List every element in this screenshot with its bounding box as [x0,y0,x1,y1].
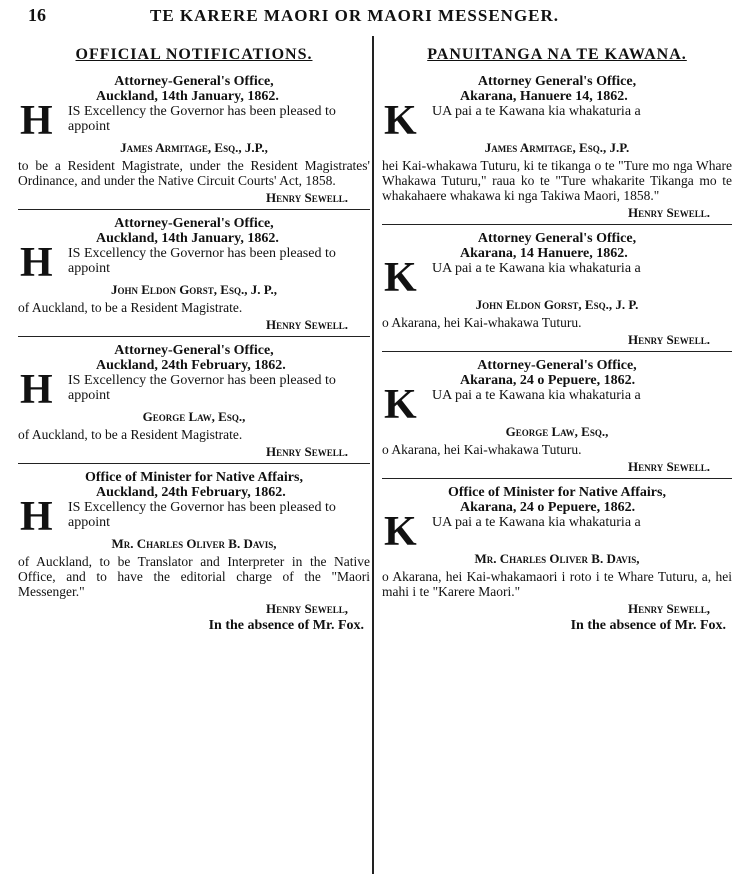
notice-opening-text: IS Excellency the Governor has been pleased to appoint [68,246,336,276]
notice-opening [18,240,370,286]
notice-opening [382,382,732,428]
notice-opening-text: UA pai a te Kawana kia whakaturia a [432,261,641,276]
notice-signature: Henry Sewell. [627,332,710,347]
notice-body: of Auckland, to be Translator and Interpreter in the Native Office, and to have the editorial charge of the "Maori Messenger." [18,554,370,599]
drop-cap: K [384,382,417,428]
notice-opening-text: UA pai a te Kawana kia whakaturia a [432,515,641,530]
notice-separator [18,463,370,464]
notice-appointee: Mr. Charles Oliver B. Davis, [111,536,277,551]
notice-armitage-mi [382,74,732,220]
notice-body: of Auckland, to be a Resident Magistrate. [18,427,243,442]
notice-opening [382,98,732,144]
notice-gorst-mi [382,231,732,347]
notice-appointee: James Armitage, Esq., J.P. [484,140,630,155]
notice-body: o Akarana, hei Kai-whakawa Tuturu. [382,442,582,457]
notice-signature: Henry Sewell. [265,444,348,459]
notice-office: Attorney General's Office, [477,74,637,89]
notice-separator [382,351,732,352]
running-head: TE KARERE MAORI OR MAORI MESSENGER. [150,6,560,25]
drop-cap: H [20,367,53,413]
notice-separator [382,224,732,225]
drop-cap: H [20,98,53,144]
notice-opening-text: IS Excellency the Governor has been pleased to appoint [68,373,336,403]
notice-dateline: Auckland, 14th January, 1862. [96,231,279,246]
notice-law-mi [382,358,732,474]
notice-dateline: Auckland, 24th February, 1862. [96,485,286,500]
notice-separator [18,209,370,210]
notice-body: to be a Resident Magistrate, under the Resident Magistrates' Ordinance, and under the Native Circuit Courts' Act, 1858. [18,158,370,188]
notice-signature: Henry Sewell. [627,205,710,220]
drop-cap: K [384,509,417,555]
notice-appointee: John Eldon Gorst, Esq., J. P. [475,297,639,312]
notice-signature: Henry Sewell, [627,601,710,616]
notice-opening [18,494,370,540]
notice-davis-mi [382,485,732,633]
notice-signature: Henry Sewell. [627,459,710,474]
column-divider [372,36,374,874]
notice-office: Attorney-General's Office, [477,358,637,373]
right-column [382,44,732,633]
notice-opening [18,367,370,413]
notice-appointee: Mr. Charles Oliver B. Davis, [474,551,640,566]
notice-body: hei Kai-whakawa Tuturu, ki te tikanga o te "Ture mo nga Whare Whakawa Tuturu," raua ko te "Ture whakarite Tikanga mo te whakahaere whakawa ki nga Takiwa Maori, 1858." [382,158,732,203]
notice-opening-text: UA pai a te Kawana kia whakaturia a [432,104,641,119]
right-column-heading: PANUITANGA NA TE KAWANA. [427,46,687,63]
drop-cap: K [384,255,417,301]
drop-cap: K [384,98,417,144]
notice-office: Attorney-General's Office, [114,74,274,89]
notice-dateline: Auckland, 24th February, 1862. [96,358,286,373]
notice-armitage-en [18,74,370,205]
notice-office: Office of Minister for Native Affairs, [85,470,303,485]
notice-office: Office of Minister for Native Affairs, [448,485,666,500]
left-column-heading: OFFICIAL NOTIFICATIONS. [75,46,313,63]
notice-opening [382,255,732,301]
notice-opening-text: UA pai a te Kawana kia whakaturia a [432,388,641,403]
notice-opening-text: IS Excellency the Governor has been pleased to appoint [68,104,336,134]
notice-dateline: Akarana, 24 o Pepuere, 1862. [460,500,636,515]
page-number: 16 [28,5,46,25]
notice-opening [18,98,370,144]
notice-appointee: John Eldon Gorst, Esq., J. P., [111,282,277,297]
notice-office: Attorney-General's Office, [114,343,274,358]
notice-office: Attorney General's Office, [477,231,637,246]
notice-davis-en [18,470,370,633]
drop-cap: H [20,494,53,540]
drop-cap: H [20,240,53,286]
notice-dateline: Auckland, 14th January, 1862. [96,89,279,104]
notice-separator [18,336,370,337]
notice-separator [382,478,732,479]
notice-body: o Akarana, hei Kai-whakawa Tuturu. [382,315,582,330]
notice-appointee: George Law, Esq., [142,409,246,424]
notice-opening [382,509,732,555]
notice-signature: Henry Sewell. [265,190,348,205]
left-column [18,44,370,633]
notice-dateline: Akarana, 14 Hanuere, 1862. [460,246,628,261]
notice-appointee: George Law, Esq., [505,424,609,439]
notice-body: of Auckland, to be a Resident Magistrate. [18,300,243,315]
notice-gorst-en [18,216,370,332]
notice-signature: Henry Sewell, [265,601,348,616]
notice-opening-text: IS Excellency the Governor has been pleased to appoint [68,500,336,530]
notice-dateline: Akarana, 24 o Pepuere, 1862. [460,373,636,388]
notice-signature-note: In the absence of Mr. Fox. [208,618,364,633]
notice-signature: Henry Sewell. [265,317,348,332]
notice-office: Attorney-General's Office, [114,216,274,231]
notice-appointee: James Armitage, Esq., J.P., [120,140,268,155]
notice-dateline: Akarana, Hanuere 14, 1862. [460,89,628,104]
notice-law-en [18,343,370,459]
notice-signature-note: In the absence of Mr. Fox. [570,618,726,633]
notice-body: o Akarana, hei Kai-whakamaori i roto i te Whare Tuturu, a, hei mahi i te "Karere Maori." [382,569,732,599]
